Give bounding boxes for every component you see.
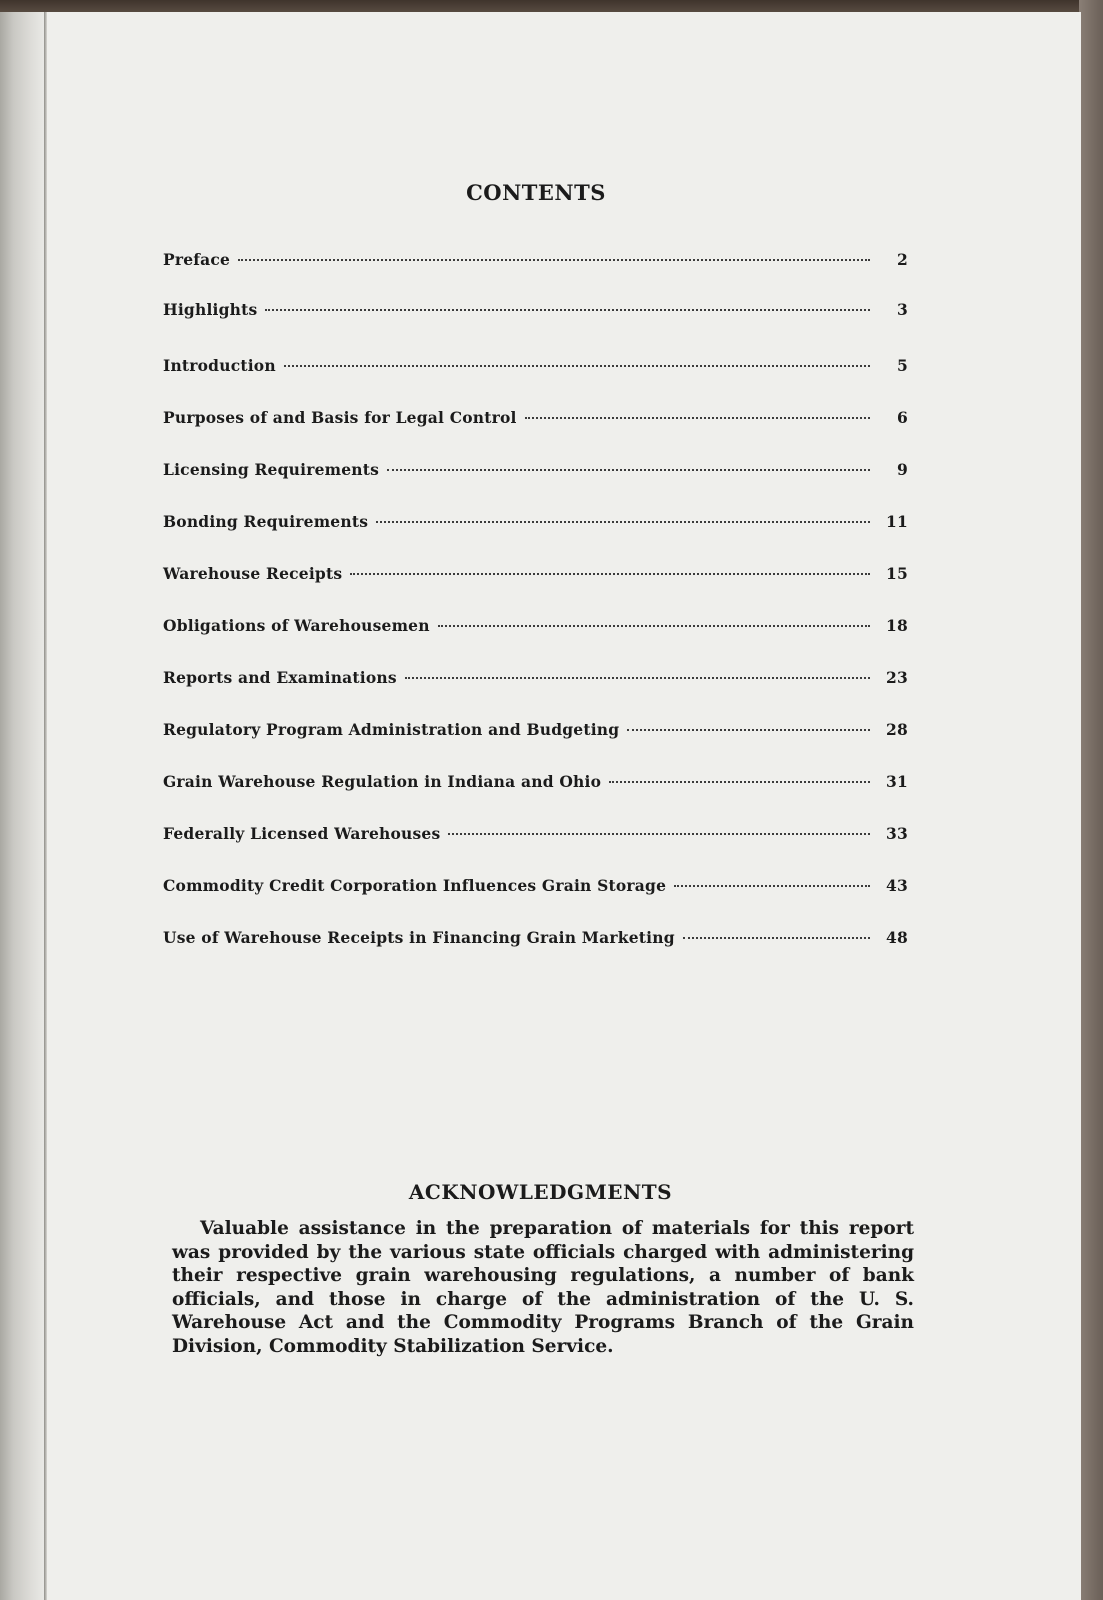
backdrop-right bbox=[1079, 0, 1103, 1600]
toc-entry-title: Commodity Credit Corporation Influences Grain Storage bbox=[163, 876, 667, 895]
toc-entry[interactable] bbox=[163, 460, 908, 512]
dot-leader bbox=[438, 625, 870, 627]
toc-entry[interactable] bbox=[163, 616, 908, 668]
toc-entry-page: 11 bbox=[886, 512, 908, 531]
toc-entry-title: Reports and Examinations bbox=[163, 668, 397, 687]
toc-entry[interactable] bbox=[163, 876, 908, 928]
dot-leader bbox=[265, 309, 870, 311]
toc-entry-page: 23 bbox=[886, 668, 908, 687]
toc-entry-title: Introduction bbox=[163, 356, 276, 375]
dot-leader bbox=[683, 937, 870, 939]
dot-leader bbox=[405, 677, 870, 679]
toc-entry-page: 5 bbox=[897, 356, 908, 375]
toc-entry-title: Preface bbox=[163, 250, 231, 269]
toc-entry-page: 3 bbox=[897, 300, 908, 319]
dot-leader bbox=[627, 729, 870, 731]
dot-leader bbox=[609, 781, 870, 783]
toc-entry-page: 48 bbox=[886, 928, 908, 947]
dot-leader bbox=[674, 885, 870, 887]
toc-entry[interactable] bbox=[163, 668, 908, 720]
document-page bbox=[0, 12, 1081, 1600]
dot-leader bbox=[376, 521, 870, 523]
toc-entry[interactable] bbox=[163, 512, 908, 564]
toc-entry-page: 6 bbox=[897, 408, 908, 427]
page-content bbox=[0, 12, 1081, 1600]
toc-entry-title: Purposes of and Basis for Legal Control bbox=[163, 408, 517, 427]
toc-entry-title: Obligations of Warehousemen bbox=[163, 616, 430, 635]
toc-entry-title: Federally Licensed Warehouses bbox=[163, 824, 441, 843]
acknowledgments-heading: ACKNOWLEDGMENTS bbox=[408, 1180, 673, 1204]
contents-heading: CONTENTS bbox=[466, 180, 606, 205]
dot-leader bbox=[387, 469, 870, 471]
toc-entry-page: 33 bbox=[886, 824, 908, 843]
toc-entry-page: 18 bbox=[886, 616, 908, 635]
toc-entry-title: Bonding Requirements bbox=[163, 512, 369, 531]
toc-entry[interactable] bbox=[163, 300, 908, 356]
toc-entry-page: 28 bbox=[886, 720, 908, 739]
toc-entry[interactable] bbox=[163, 824, 908, 876]
toc-entry-page: 15 bbox=[886, 564, 908, 583]
toc-entry-title: Licensing Requirements bbox=[163, 460, 380, 479]
toc-entry[interactable] bbox=[163, 720, 908, 772]
toc-entry[interactable] bbox=[163, 772, 908, 824]
dot-leader bbox=[350, 573, 870, 575]
toc-entry-page: 43 bbox=[886, 876, 908, 895]
toc-entry-title: Warehouse Receipts bbox=[163, 564, 343, 583]
toc-entry-page: 31 bbox=[886, 772, 908, 791]
toc-entry[interactable] bbox=[163, 408, 908, 460]
toc-entry[interactable] bbox=[163, 356, 908, 408]
acknowledgments-paragraph: Valuable assistance in the preparation of materials for this report was provided by the various state officials charged with administering their respective grain warehousing regulations, a number of bank officials, and those in charge of the administration of the U. S. Warehouse Act and the Commodity Programs Branch of the Grain Division, Commodity Stabilization Service. bbox=[172, 1218, 914, 1357]
toc-entry-title: Grain Warehouse Regulation in Indiana and Ohio bbox=[163, 772, 602, 791]
toc-entry-title: Highlights bbox=[163, 300, 258, 319]
toc-entry-page: 9 bbox=[897, 460, 908, 479]
dot-leader bbox=[238, 259, 870, 261]
table-of-contents bbox=[163, 250, 908, 980]
toc-entry-page: 2 bbox=[897, 250, 908, 269]
toc-entry[interactable] bbox=[163, 250, 908, 300]
dot-leader bbox=[284, 365, 870, 367]
dot-leader bbox=[525, 417, 870, 419]
dot-leader bbox=[448, 833, 870, 835]
toc-entry[interactable] bbox=[163, 928, 908, 980]
toc-entry-title: Use of Warehouse Receipts in Financing Grain Marketing bbox=[163, 928, 675, 947]
toc-entry-title: Regulatory Program Administration and Budgeting bbox=[163, 720, 620, 739]
toc-entry[interactable] bbox=[163, 564, 908, 616]
